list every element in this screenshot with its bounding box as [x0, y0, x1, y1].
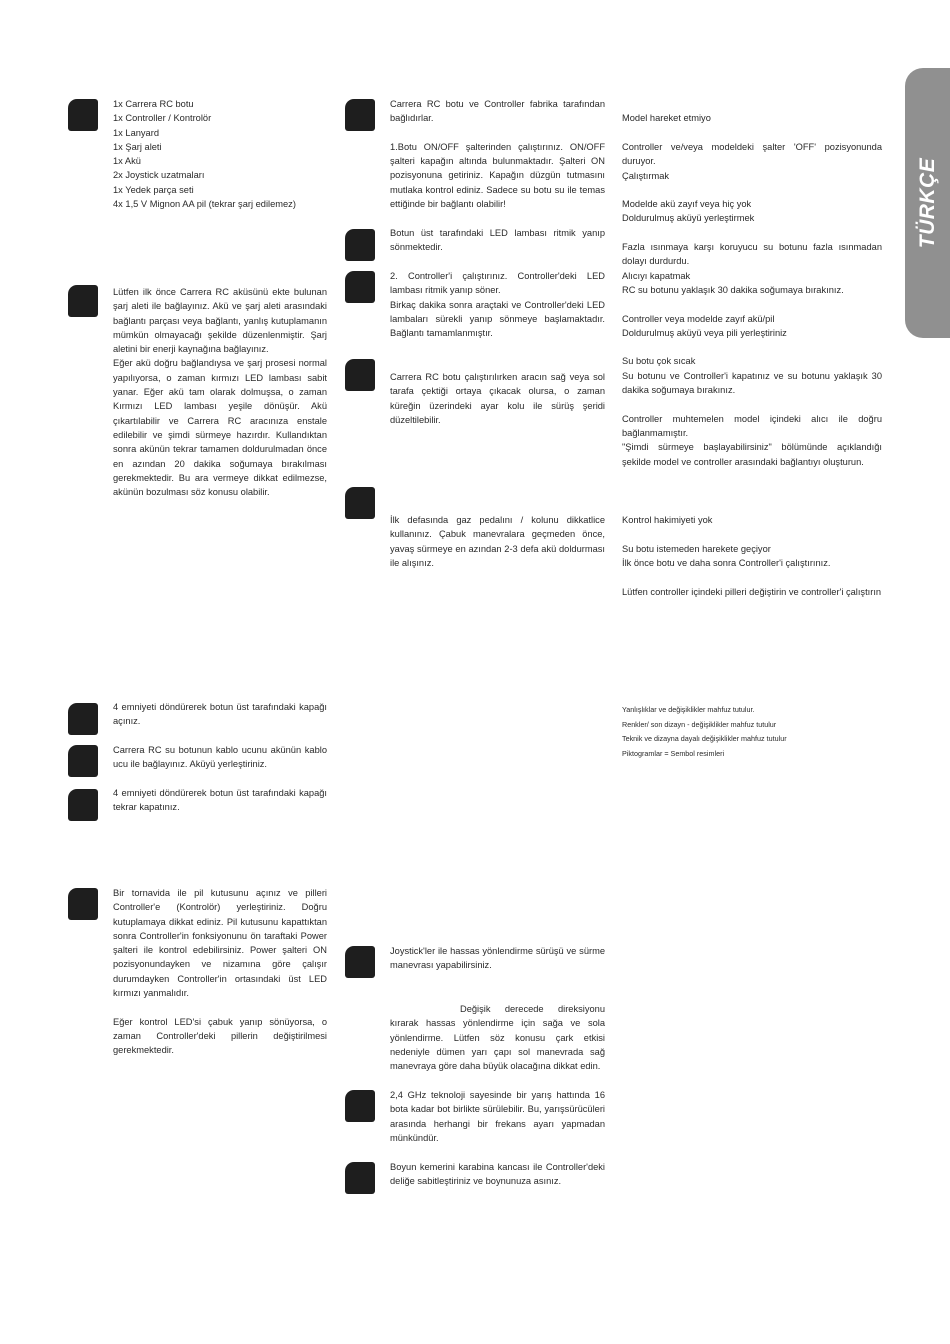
open-hatch-step: 4 emniyeti döndürerek botun üst tarafındaki kapağı açınız. — [113, 702, 327, 727]
legal-notes: Yanlışlıklar ve değişiklikler mahfuz tutulur. Renkler/ son dizayn - değişiklikler mahfuz tutulur Teknik ve dizayna dayalı değişiklikler mahfuz tutulur Piktogramlar = Sembol resimleri — [622, 705, 787, 758]
step-marker — [68, 703, 98, 735]
list-item: 2x Joystick uzatmaları — [113, 170, 205, 181]
connect-battery-step: Carrera RC su botunun kablo ucunu akünün kablo ucu ile bağlayınız. Aküyü yerleştiriniz. — [113, 745, 327, 770]
step-marker — [345, 487, 375, 519]
step-marker — [345, 271, 375, 303]
trim-instructions: Carrera RC botu çalıştırılırken aracın sağ veya sol tarafa çektiği ortaya çıkacak olursa, o zaman küreğin üzerindeki ayar kolu ile sürüş şeridi düzeltilebilir. — [390, 372, 605, 425]
step-marker — [68, 888, 98, 920]
step-marker — [345, 1162, 375, 1194]
step-marker — [345, 359, 375, 391]
step-marker — [345, 1090, 375, 1122]
language-tab — [905, 68, 950, 338]
troubleshoot-no-control-title: Kontrol hakimiyeti yok — [622, 515, 713, 525]
step-marker — [68, 99, 98, 131]
controller-on-step: 2. Controller'i çalıştırınız. Controller'deki LED lambası ritmik yanıp söner. Birkaç dakika sonra araçtaki ve Controller'deki LED lambaları sürekli yanıp sönmeye başlamaktadır. Bağlantı tamamlanmıştır. — [390, 271, 605, 339]
step-marker — [345, 946, 375, 978]
list-item: 1x Lanyard — [113, 127, 159, 138]
step-marker — [345, 99, 375, 131]
list-item: 1x Şarj aleti — [113, 141, 162, 152]
step-marker — [68, 789, 98, 821]
first-drive-instructions: İlk defasında gaz pedalını / kolunu dikkatlice kullanınız. Çabuk manevralara geçmeden önce, yavaş sürmeye en azından 2-3 defa akü doldurması ile alışınız. — [390, 515, 605, 568]
language-tab-label: TÜRKÇE — [915, 157, 939, 249]
steering-note: Değişik derecede direksiyonu kırarak hassas yönlendirme için sağa ve sola yönlendirme. Lütfen söz konusu çark etkisi nedeniyle dümen yarı çapı sol manevrada sağ manevraya göre daha büyük olacağına dikkat edin. — [390, 1004, 605, 1072]
list-item: 1x Yedek parça seti — [113, 184, 194, 195]
close-hatch-step: 4 emniyeti döndürerek botun üst tarafındaki kapağı tekrar kapatınız. — [113, 788, 327, 813]
step-marker — [68, 745, 98, 777]
list-item: 4x 1,5 V Mignon AA pil (tekrar şarj edilemez) — [113, 199, 296, 210]
charging-instructions: Lütfen ilk önce Carrera RC aküsünü ekte bulunan şarj aleti ile bağlayınız. Akü ve şarj aleti arasındaki bağlantı parçası veya bağlantı, yanlış kutuplamanın mümkün olmayacağı şekilde düzenlenmiştir. Şarj aletini bir enerji kaynağına bağlayınız. Eğer akü doğru bağlandıysa ve şarj prosesi normal yapılıyorsa, o zaman kırmızı LED lambası sabit yanar. Eğer akü tam olarak dolmuşsa, o zaman Kırmızı LED lambası yeşile dönüşür. Akü çıkartılabilir ve Carrera RC aracınıza enstale edilebilir ve şimdi sürmeye hazırdır. Kullandıktan sonra akünün tekrar tamamen doldurulmadan önce en azından 20 dakika soğumaya bırakılması gerekmektedir. Bu ara vermeye dikkat edilmezse, akünün bozulması söz konusu olabilir. — [113, 287, 327, 498]
list-item: 1x Akü — [113, 156, 141, 167]
list-item: 1x Controller / Kontrolör — [113, 113, 212, 124]
ghz-note: 2,4 GHz teknoloji sayesinde bir yarış hattında 16 bota kadar bot birlikte sürülebilir. Bu, yarışsürücüleri arasında herhangi bir frekans ayarı yapmadan münkündür. — [390, 1090, 605, 1143]
troubleshoot-no-move-title: Model hareket etmiyo — [622, 113, 711, 123]
step-marker — [68, 285, 98, 317]
joystick-note: Joystick'ler ile hassas yönlendirme sürüşü ve sürme manevrası yapabilirsiniz. — [390, 946, 605, 971]
list-item: 1x Carrera RC botu — [113, 99, 194, 109]
pairing-intro: Carrera RC botu ve Controller fabrika tarafından bağlıdırlar. 1.Botu ON/OFF şalterinden çalıştırınız. ON/OFF şalteri kapağın altında bulunmaktadır. Şalteri ON pozisyonuna getiriniz. Kapağın düzgün tutmasını mutlaka kontrol ediniz. Sadece su botu su ile temas ettiğinde bir bağlantı olabilir! — [390, 99, 605, 210]
troubleshoot-no-control-body: Su botu istemeden harekete geçiyor İlk önce botu ve daha sonra Controller'i çalıştırınız. Lütfen controller içindeki pilleri değiştirin ve controller'i çalıştırın — [622, 544, 882, 597]
lanyard-instructions: Boyun kemerini karabina kancası ile Controller'deki deliğe sabitleştiriniz ve boynunuza asınız. — [390, 1162, 605, 1187]
package-contents-list — [113, 97, 296, 211]
step-marker — [345, 229, 375, 261]
controller-batteries-instructions: Bir tornavida ile pil kutusunu açınız ve pilleri Controller'e (Kontrolör) yerleştiriniz. Doğru kutuplamaya dikkat ediniz. Pil kutusunu kapattıktan sonra Controller'in fonksiyonunu ön taraftaki Power şalteri ile kontrol edebilirsiniz. Power şalteri ON pozisyonundayken ve nizamına göre çalışır durumdayken Controller'in ortasındaki üst LED kırmızı yanmalıdır. Eğer kontrol LED'si çabuk yanıp sönüyorsa, o zaman Controller'deki pillerin değiştirilmesi gerekmektedir. — [113, 888, 327, 1056]
led-blink-note: Botun üst tarafındaki LED lambası ritmik yanıp sönmektedir. — [390, 228, 605, 253]
troubleshoot-no-move-body: Controller ve/veya modeldeki şalter 'OFF' pozisyonunda duruyor. Çalıştırmak Modelde akü zayıf veya hiç yok Doldurulmuş aküyü yerleştirmek Fazla ısınmaya karşı koruyucu su botunu fazla ısınmadan dolayı durdurdu. Alıcıyı kapatmak RC su botunu yaklaşık 30 dakika soğumaya bırakınız. Controller veya modelde zayıf akü/pil Doldurulmuş aküyü veya pili yerleştiriniz Su botu çok sıcak Su botunu ve Controller'i kapatınız ve su botunu yaklaşık 30 dakika soğumaya bırakınız. Controller muhtemelen model içindeki alıcı ile doğru bağlanmamıştır. "Şimdi sürmeye başlayabilirsiniz" bölümünde açıklandığı şekilde model ve controller arasındaki bağlantıyı oluşturun. — [622, 142, 882, 467]
